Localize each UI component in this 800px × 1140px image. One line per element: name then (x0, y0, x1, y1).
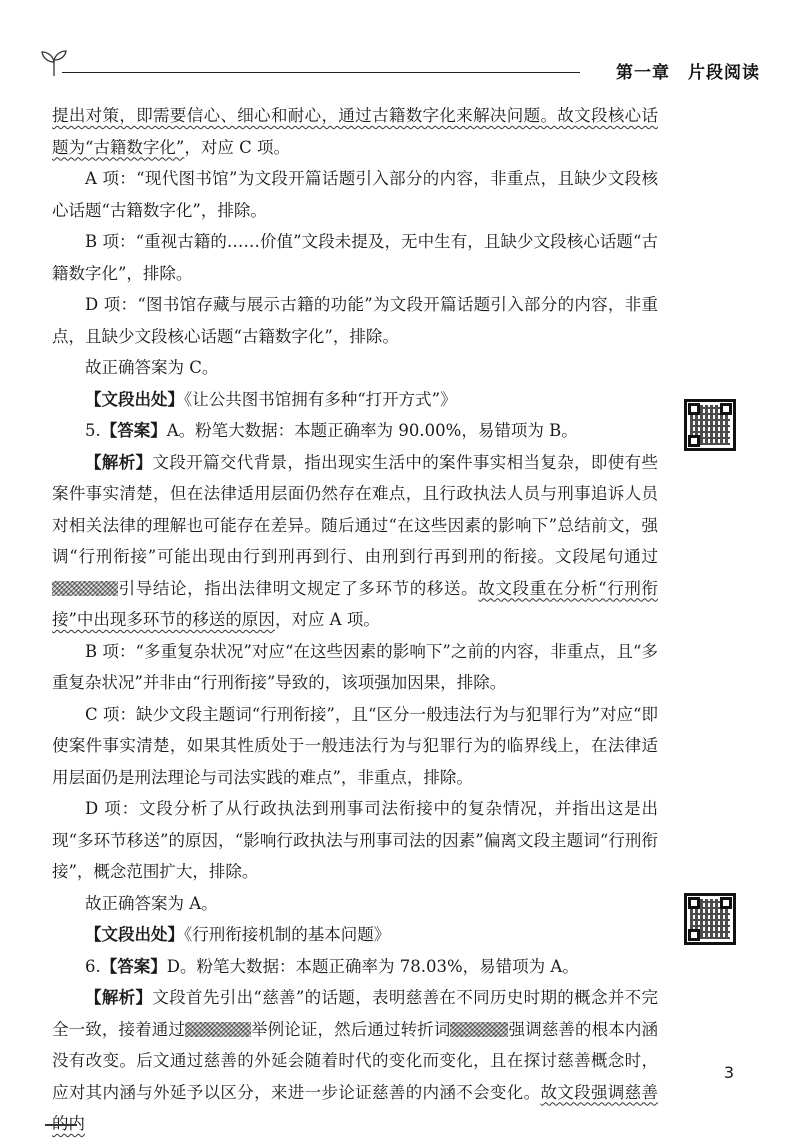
page-number: 3 (723, 1063, 734, 1082)
header-rule (62, 72, 580, 73)
paragraph-option-a: A 项：“现代图书馆”为文段开篇话题引入部分的内容，非重点，且缺少文段核心话题“古籍数字化”，排除。 (52, 169, 658, 220)
paragraph-option-b: B 项：“重视古籍的……价值”文段未提及，无中生有，且缺少文段核心话题“古籍数字化”，排除。 (52, 232, 658, 283)
page-body (52, 100, 658, 1140)
redacted-text (450, 1022, 508, 1037)
redacted-text (185, 1022, 251, 1037)
question-6-analysis: 【解析】文段首先引出“慈善”的话题，表明慈善在不同历史时期的概念并不完全一致，接着通过 举例论证，然后通过转折词 强调慈善的根本内涵没有改变。后文通过慈善的外延会随着时代的变化而变化，且在探讨慈善概念时，应对其内涵与外延予以区分，来进一步论证慈善的内涵不会变化。故文段强调慈善的内 (52, 988, 659, 1133)
paragraph-1: 提出对策，即需要信心、细心和耐心，通过古籍数字化来解决问题。故文段核心话题为“古籍数字化”，对应 C 项。 (52, 106, 658, 157)
source-label: 【文段出处】 (85, 389, 184, 409)
paragraph-option-b-5: B 项：“多重复杂状况”对应“在这些因素的影响下”之前的内容，非重点，且“多重复杂状况”并非由“行刑衔接”导致的，该项强加因果，排除。 (52, 641, 658, 692)
source-label: 【文段出处】 (85, 925, 184, 944)
question-5-analysis: 【解析】文段开篇交代背景，指出现实生活中的案件事实相当复杂，即使有些案件事实清楚，但在法律适用层面仍然存在难点，且行政执法人员与刑事追诉人员对相关法律的理解也可能存在差异。随后通过“在这些因素的影响下”总结前文，强调“行刑衔接”可能出现由行到刑再到行、由刑到行再到刑的衔接。文段尾句通过引导结论，指出法律明文规定了多环节的移送。故文段重在分析“行刑衔接”中出现多环节的移送的原因，对应 A 项。 (52, 452, 659, 629)
paragraph-option-c-5: C 项：缺少文段主题词“行刑衔接”，且“区分一般违法行为与犯罪行为”对应“即使案件事实清楚，如果其性质处于一般违法行为与犯罪行为的临界线上，在法律适用层面仍是刑法理论与司法实践的难点”，非重点，排除。 (52, 704, 658, 787)
underlined-conclusion: 故文段强调慈善的内 (52, 1082, 659, 1133)
underlined-conclusion: 提出对策，即需要信心、细心和耐心，通过古籍数字化来解决问题。故文段核心话题为“古籍数字化” (52, 106, 658, 157)
running-header (40, 44, 760, 84)
question-5-answer: 5.【答案】A。粉笔大数据：本题正确率为 90.00%，易错项为 B。 (85, 421, 578, 440)
analysis-label: 【解析】 (85, 452, 153, 472)
underlined-conclusion: 故文段重在分析“行刑衔接”中出现多环节的移送的原因 (52, 578, 659, 629)
answer-label: 【答案】 (100, 421, 167, 440)
qr-code-icon[interactable] (684, 893, 736, 945)
paragraph-source-5: 【文段出处】《行刑衔接机制的基本问题》 (85, 925, 391, 944)
redacted-text (52, 581, 118, 596)
analysis-label: 【解析】 (85, 988, 153, 1007)
paragraph-option-d: D 项：“图书馆存藏与展示古籍的功能”为文段开篇话题引入部分的内容，非重点，且缺少文段核心话题“古籍数字化”，排除。 (52, 295, 658, 346)
paragraph-option-d-5: D 项：文段分析了从行政执法到刑事司法衔接中的复杂情况，并指出这是出现“多环节移送”的原因，“影响行政执法与刑事司法的因素”偏离文段主题词“行刑衔接”，概念范围扩大，排除。 (52, 799, 658, 881)
paragraph-source: 【文段出处】《让公共图书馆拥有多种“打开方式”》 (85, 389, 457, 409)
paragraph-answer: 故正确答案为 C。 (85, 358, 219, 377)
footer-mark (45, 1124, 77, 1130)
qr-code-icon[interactable] (684, 399, 736, 451)
question-6-answer: 6.【答案】D。粉笔大数据：本题正确率为 78.03%，易错项为 A。 (85, 956, 579, 976)
answer-label: 【答案】 (100, 956, 167, 976)
sprout-icon (40, 48, 68, 78)
paragraph-answer-5: 故正确答案为 A。 (85, 893, 218, 913)
chapter-title: 第一章 片段阅读 (616, 63, 760, 83)
